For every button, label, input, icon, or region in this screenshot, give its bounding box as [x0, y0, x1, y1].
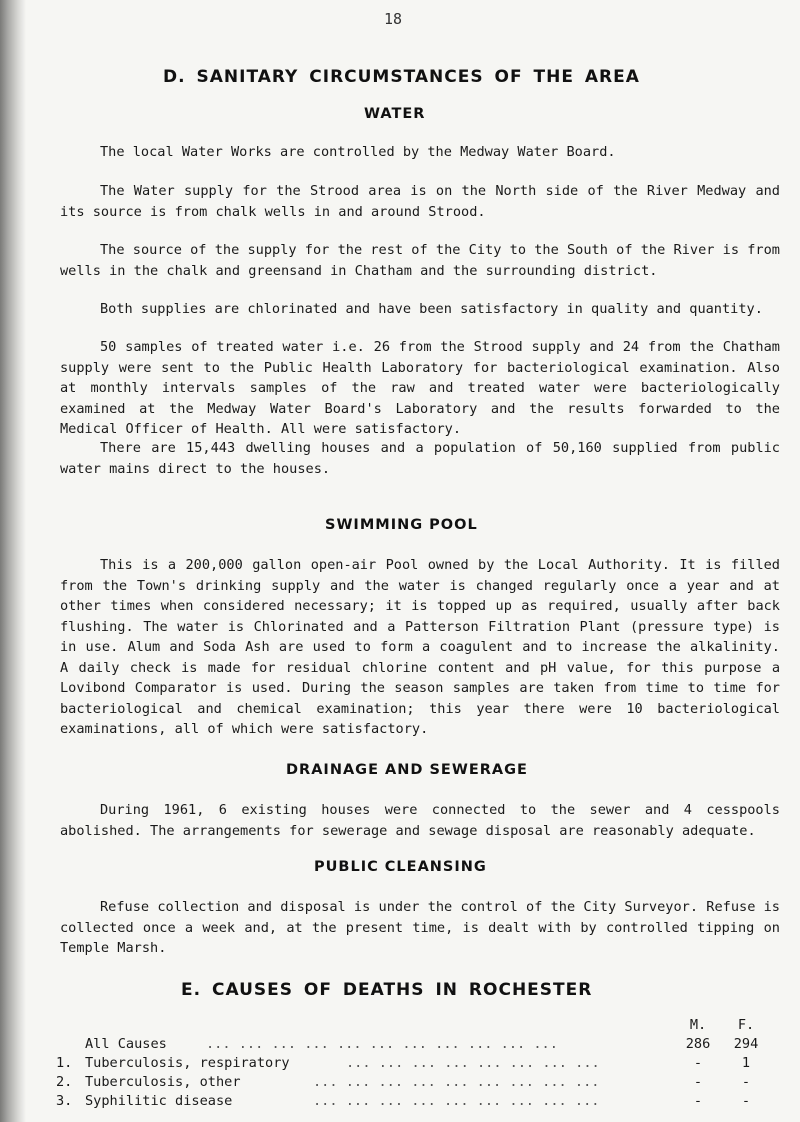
- row-label: All Causes: [85, 1036, 167, 1052]
- section-d-heading: D. SANITARY CIRCUMSTANCES OF THE AREA: [163, 67, 640, 87]
- water-paragraph-6: There are 15,443 dwelling houses and a population of 50,160 supplied from public water mains direct to the houses.: [60, 440, 780, 477]
- row-number: 3.: [56, 1093, 73, 1109]
- row-value-f: -: [741, 1093, 751, 1109]
- water-paragraph-1: The local Water Works are controlled by the Medway Water Board.: [100, 144, 616, 160]
- column-header-f: F.: [737, 1017, 755, 1033]
- row-leader-dots: ... ... ... ... ... ... ... ... ... ... ...: [206, 1036, 558, 1052]
- water-paragraph-5: 50 samples of treated water i.e. 26 from the Strood supply and 24 from the Chatham supply were sent to the Public Health Laboratory for bacteriological examination. Also at monthly intervals samples of the raw and treated water were bacteriologically examined at the Medway Water Board's Laboratory and the results forwarded to the Medical Officer of Health. All were satisfactory.: [60, 339, 780, 437]
- page-number: 18: [384, 10, 403, 28]
- row-value-f: 294: [733, 1036, 759, 1052]
- causes-of-death-table: [56, 1016, 776, 1111]
- cleansing-paragraph: Refuse collection and disposal is under the control of the City Surveyor. Refuse is collected once a week and, at the present time, is dealt with by controlled tipping on Temple Marsh.: [60, 899, 780, 956]
- row-label: Tuberculosis, respiratory: [85, 1055, 290, 1071]
- water-paragraph-4: Both supplies are chlorinated and have been satisfactory in quality and quantity.: [100, 301, 763, 317]
- drainage-paragraph: During 1961, 6 existing houses were connected to the sewer and 4 cesspools abolished. The arrangements for sewerage and sewage disposal are reasonably adequate.: [60, 802, 780, 839]
- drainage-heading: DRAINAGE AND SEWERAGE: [286, 762, 528, 778]
- row-leader-dots: ... ... ... ... ... ... ... ... ...: [313, 1093, 600, 1109]
- table-header-row: [56, 1016, 776, 1035]
- water-paragraph-2: The Water supply for the Strood area is on the North side of the River Medway and its source is from chalk wells in and around Strood.: [60, 183, 780, 220]
- row-value-f: 1: [741, 1055, 751, 1071]
- swimming-pool-heading: SWIMMING POOL: [325, 517, 478, 533]
- row-leader-dots: ... ... ... ... ... ... ... ... ...: [313, 1074, 600, 1090]
- section-e-heading: E. CAUSES OF DEATHS IN ROCHESTER: [181, 980, 593, 1000]
- row-value-m: -: [693, 1093, 703, 1109]
- row-value-f: -: [741, 1074, 751, 1090]
- row-label: Tuberculosis, other: [85, 1074, 241, 1090]
- row-value-m: -: [693, 1074, 703, 1090]
- column-header-m: M.: [689, 1017, 707, 1033]
- table-row: [56, 1092, 776, 1111]
- row-label: Syphilitic disease: [85, 1093, 233, 1109]
- table-row: [56, 1054, 776, 1073]
- water-paragraph-3: The source of the supply for the rest of the City to the South of the River is from wells in the chalk and greensand in Chatham and the surrounding district.: [60, 242, 780, 279]
- row-number: 1.: [56, 1055, 73, 1071]
- water-heading: WATER: [364, 106, 426, 122]
- scan-edge-shadow: [0, 0, 26, 1122]
- row-value-m: -: [693, 1055, 703, 1071]
- row-value-m: 286: [685, 1036, 711, 1052]
- cleansing-heading: PUBLIC CLEANSING: [314, 859, 487, 875]
- row-number: 2.: [56, 1074, 73, 1090]
- table-row: [56, 1073, 776, 1092]
- row-leader-dots: ... ... ... ... ... ... ... ...: [346, 1055, 600, 1071]
- swimming-pool-paragraph: This is a 200,000 gallon open-air Pool owned by the Local Authority. It is filled from the Town's drinking supply and the water is changed regularly once a year and at other times when considered necessary; it is topped up as required, usually after back flushing. The water is Chlorinated and a Patterson Filtration Plant (pressure type) is in use. Alum and Soda Ash are used to form a coagulent and to increase the alkalinity. A daily check is made for residual chlorine content and pH value, for this purpose a Lovibond Comparator is used. During the season samples are taken from time to time for bacteriological and chemical examination; this year there were 10 bacteriological examinations, all of which were satisfactory.: [60, 557, 780, 737]
- table-row: [56, 1035, 776, 1054]
